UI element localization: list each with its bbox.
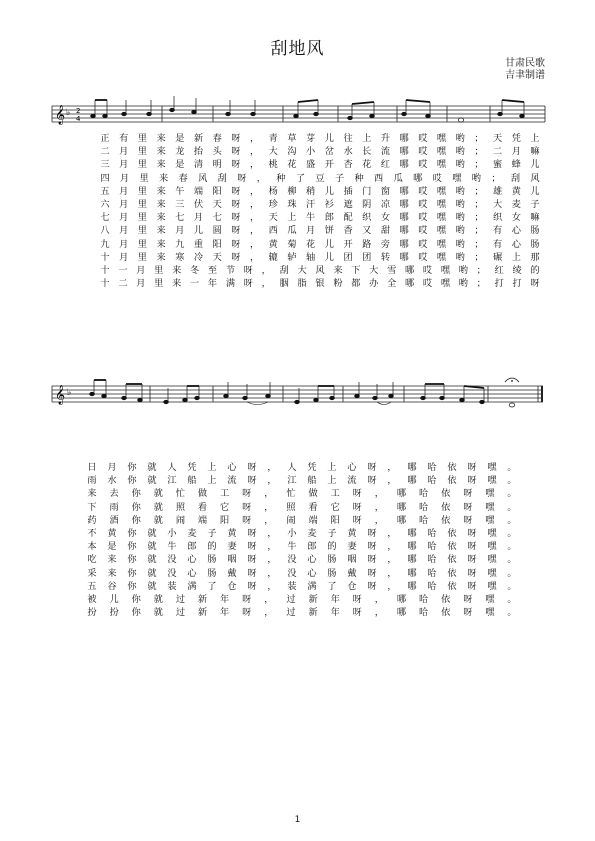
credits (505, 58, 545, 82)
treble-clef-icon: 𝄞 (55, 385, 66, 405)
time-sig-bottom: 4 (76, 115, 81, 123)
system1-lyric-line: 二 月 里 来 龙 抬 头 呀 ， 大 沟 小 岔 水 长 流 哪 哎 嘿 哟 ； 二 月 嘛 (100, 146, 540, 158)
system2-lyric-line: 采 来 你 就 没 心 肠 戴 呀 ， 没 心 肠 戴 呀 ， 哪 哈 依 呀 嘿 。 (87, 567, 517, 579)
ties (247, 402, 391, 405)
system1-lyric-line: 八 月 里 来 月 儿 圆 呀 ， 西 瓜 月 饼 香 又 甜 哪 哎 嘿 哟 ； 有 心 肠 (100, 225, 540, 237)
system2-lyric-line: 扮 扮 你 就 过 新 年 呀 ， 过 新 年 呀 ， 哪 哈 依 呀 嘿 。 (87, 607, 517, 619)
beams (95, 100, 524, 104)
system1-lyric-line: 六 月 里 来 三 伏 天 呀 ， 珍 珠 汗 衫 遮 阴 凉 哪 哎 嘿 哟 ； 大 麦 子 (100, 199, 540, 210)
song-title: 刮地风 (270, 39, 325, 59)
system1-lyric-line: 五 月 里 来 午 端 阳 呀 ， 杨 柳 稍 儿 插 门 窗 哪 哎 嘿 哟 ； 雄 黄 儿 (100, 185, 540, 197)
system1-lyric-line: 正 有 里 来 是 新 春 呀 ， 青 草 芽 儿 往 上 升 哪 哎 嘿 哟 ； 天 凭 上 (100, 133, 540, 144)
system1-lyric-line: 四 月 里 来 春 风 刮 呀 ， 种 了 豆 子 种 西 瓜 哪 哎 嘿 哟 ； 刮 风 (100, 172, 540, 184)
staff-system-2 (0, 372, 595, 422)
flat-key-signature-icon: ♭ (67, 388, 72, 398)
system2-lyric-line: 药 酒 你 就 闹 端 阳 呀 ， 闹 端 阳 呀 ， 哪 哈 依 呀 嘿 。 (87, 514, 517, 526)
system2-lyric-line: 日 月 你 就 人 凭 上 心 呀 ， 人 凭 上 心 呀 ， 哪 哈 依 呀 嘿 。 (87, 462, 517, 473)
system1-lyric-line: 七 月 里 来 七 月 七 呀 ， 天 上 牛 郎 配 织 女 哪 哎 嘿 哟 ； 织 女 嘛 (100, 212, 540, 224)
notes-system-2 (90, 392, 515, 407)
system2-lyric-line: 被 儿 你 就 过 新 年 呀 ， 过 新 年 呀 ， 哪 哈 依 呀 嘿 。 (87, 594, 517, 605)
origin-credit: 甘肃民歌 (505, 58, 545, 69)
system2-lyric-line: 来 去 你 就 忙 做 工 呀 ， 忙 做 工 呀 ， 哪 哈 依 呀 嘿 。 (87, 488, 517, 500)
time-sig-top: 2 (76, 107, 81, 115)
system2-lyric-line: 吃 来 你 就 没 心 肠 咽 呀 ， 没 心 肠 咽 呀 ， 哪 哈 依 呀 嘿 。 (87, 554, 517, 566)
treble-clef-icon: 𝄞 (55, 105, 66, 125)
system1-lyric-line: 三 月 里 来 是 清 明 呀 ， 桃 花 盛 开 杏 花 红 哪 哎 嘿 哟 ； 蜜 蜂 儿 (100, 159, 540, 171)
system2-lyric-line: 下 雨 你 就 照 看 它 呀 ， 照 看 它 呀 ， 哪 哈 依 呀 嘿 。 (87, 501, 517, 513)
flat-key-signature-icon: ♭ (66, 108, 71, 118)
system1-lyric-line: 十 二 月 里 来 一 年 满 呀 ， 胭 脂 银 粉 都 办 全 哪 哎 嘿 哟 ； 打 打 呀 (100, 278, 540, 290)
system1-lyric-line: 十 一 月 里 来 冬 至 节 呀 ， 刮 大 风 来 下 大 雪 哪 哎 嘿 哟 ； 红 绫 的 (100, 265, 540, 276)
system1-lyric-line: 九 月 里 来 九 重 阳 呀 ， 黄 菊 花 儿 开 路 旁 哪 哎 嘿 哟 ； 有 心 肠 (100, 238, 540, 250)
system1-lyric-line: 十 月 里 来 寒 冷 天 呀 ， 辘 轳 轴 儿 团 团 转 哪 哎 嘿 哟 ； 碾 上 那 (100, 251, 540, 263)
page-number: 1 (294, 815, 301, 825)
system2-lyric-line: 五 谷 你 就 装 满 了 仓 呀 ， 装 满 了 仓 呀 ， 哪 哈 依 呀 嘿 。 (87, 580, 517, 592)
system2-lyric-line: 雨 水 你 就 江 船 上 流 呀 ， 江 船 上 流 呀 ， 哪 哈 依 呀 嘿 。 (87, 475, 517, 487)
stems (95, 96, 524, 118)
system2-lyric-line: 本 是 你 就 牛 郎 的 妻 呀 ， 牛 郎 的 妻 呀 ， 哪 哈 依 呀 嘿 。 (87, 541, 517, 553)
system2-lyric-line: 不 黄 你 就 小 麦 子 黄 呀 ， 小 麦 子 黄 呀 ， 哪 哈 依 呀 嘿 。 (87, 528, 517, 539)
beams (94, 380, 484, 388)
arranger-credit: 吉聿制谱 (505, 70, 545, 81)
